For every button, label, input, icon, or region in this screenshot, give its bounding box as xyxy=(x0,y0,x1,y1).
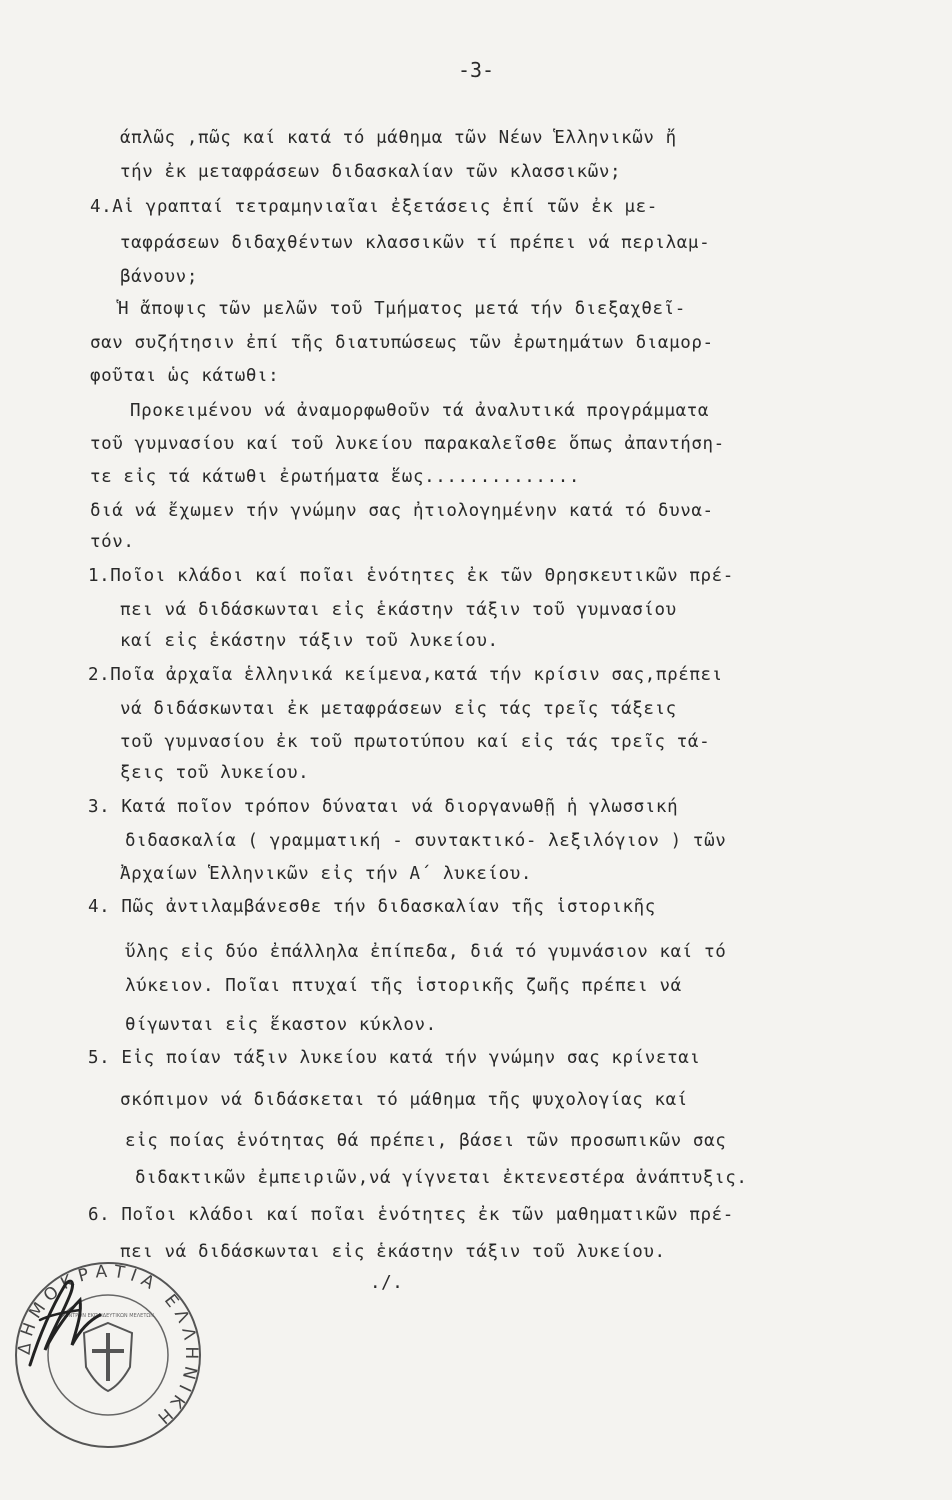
text-line: διδασκαλία ( γραμματική - συντακτικό- λεξιλόγιον ) τῶν xyxy=(125,831,727,851)
text-line: Ἡ ἄποψις τῶν μελῶν τοῦ Τμήματος μετά τήν διεξαχθεῖ- xyxy=(118,299,686,319)
text-line: ξεις τοῦ λυκείου. xyxy=(120,763,310,783)
signature-icon xyxy=(10,1260,110,1380)
text-line: τοῦ γυμνασίου καί τοῦ λυκείου παρακαλεῖσθε ὅπως ἀπαντήση- xyxy=(90,434,725,454)
text-line: 5. Εἰς ποίαν τάξιν λυκείου κατά τήν γνώμην σας κρίνεται xyxy=(88,1048,701,1068)
text-line: Ἀρχαίων Ἑλληνικῶν εἰς τήν Α΄ λυκείου. xyxy=(120,864,533,884)
text-line: νά διδάσκωνται ἐκ μεταφράσεων εἰς τάς τρεῖς τάξεις xyxy=(120,699,677,719)
text-line: εἰς ποίας ἑνότητας θά πρέπει, βάσει τῶν προσωπικῶν σας xyxy=(125,1131,727,1151)
text-line: 4. Πῶς ἀντιλαμβάνεσθε τήν διδασκαλίαν τῆς ἱστορικῆς xyxy=(88,897,656,917)
text-line: τοῦ γυμνασίου ἐκ τοῦ πρωτοτύπου καί εἰς τάς τρεῖς τά- xyxy=(120,732,711,752)
text-line: πει νά διδάσκωνται εἰς ἑκάστην τάξιν τοῦ λυκείου. xyxy=(120,1242,666,1262)
seal-ring-text: ΔΗΜΟΚΡΑΤΙΑ ΕΛΛΗΝΙΚΗ xyxy=(14,1261,202,1432)
text-line: άπλῶς ,πῶς καί κατά τό μάθημα τῶν Νέων Ἑλληνικῶν ἤ xyxy=(120,128,677,148)
text-line: βάνουν; xyxy=(120,267,198,287)
text-line: πει νά διδάσκωνται εἰς ἑκάστην τάξιν τοῦ γυμνασίου xyxy=(120,600,677,620)
page-number: -3- xyxy=(457,58,495,82)
text-line: 1.Ποῖοι κλάδοι καί ποῖαι ἑνότητες ἐκ τῶν Θρησκευτικῶν πρέ- xyxy=(88,566,734,586)
text-line: τε εἰς τά κάτωθι ἐρωτήματα ἕως.............. xyxy=(90,467,580,487)
text-line: ταφράσεων διδαχθέντων κλασσικῶν τί πρέπει νά περιλαμ- xyxy=(120,233,711,253)
text-line: διά νά ἔχωμεν τήν γνώμην σας ἠτιολογημένην κατά τό δυνα- xyxy=(90,501,714,521)
text-line: φοῦται ὡς κάτωθι: xyxy=(90,366,280,386)
text-line: ὕλης εἰς δύο ἐπάλληλα ἐπίπεδα, διά τό γυμνάσιον καί τό xyxy=(125,942,727,962)
text-line: καί εἰς ἑκάστην τάξιν τοῦ λυκείου. xyxy=(120,631,499,651)
text-line: σκόπιμον νά διδάσκεται τό μάθημα τῆς ψυχολογίας καί xyxy=(120,1090,688,1110)
text-line: 4.Αἱ γραπταί τετραμηνιαῖαι ἐξετάσεις ἐπί τῶν ἐκ με- xyxy=(90,197,658,217)
text-line: ./. xyxy=(370,1273,404,1293)
text-line: 3. Κατά ποῖον τρόπον δύναται νά διοργανωθῇ ἡ γλωσσική xyxy=(88,797,679,817)
text-line: τόν. xyxy=(90,532,135,552)
text-line: Προκειμένου νά ἀναμορφωθοῦν τά ἀναλυτικά προγράμματα xyxy=(130,401,710,421)
seal-inner-text: ΚΕΝΤΡΟΝ ΕΚΠΑΙΔΕΥΤΙΚΩΝ ΜΕΛΕΤΩΝ xyxy=(62,1313,154,1319)
text-line: 6. Ποῖοι κλάδοι καί ποῖαι ἑνότητες ἐκ τῶν μαθηματικῶν πρέ- xyxy=(88,1205,734,1225)
text-line: λύκειον. Ποῖαι πτυχαί τῆς ἱστορικῆς ζωῆς πρέπει νά xyxy=(125,976,682,996)
text-line: διδακτικῶν ἐμπειριῶν,νά γίγνεται ἐκτενεστέρα ἀνάπτυξις. xyxy=(135,1168,748,1188)
text-line: σαν συζήτησιν ἐπί τῆς διατυπώσεως τῶν ἐρωτημάτων διαμορ- xyxy=(90,333,714,353)
text-line: τήν ἐκ μεταφράσεων διδασκαλίαν τῶν κλασσικῶν; xyxy=(120,162,622,182)
text-line: 2.Ποῖα ἀρχαῖα ἑλληνικά κείμενα,κατά τήν κρίσιν σας,πρέπει xyxy=(88,665,723,685)
text-line: θίγωνται εἰς ἕκαστον κύκλον. xyxy=(125,1015,437,1035)
